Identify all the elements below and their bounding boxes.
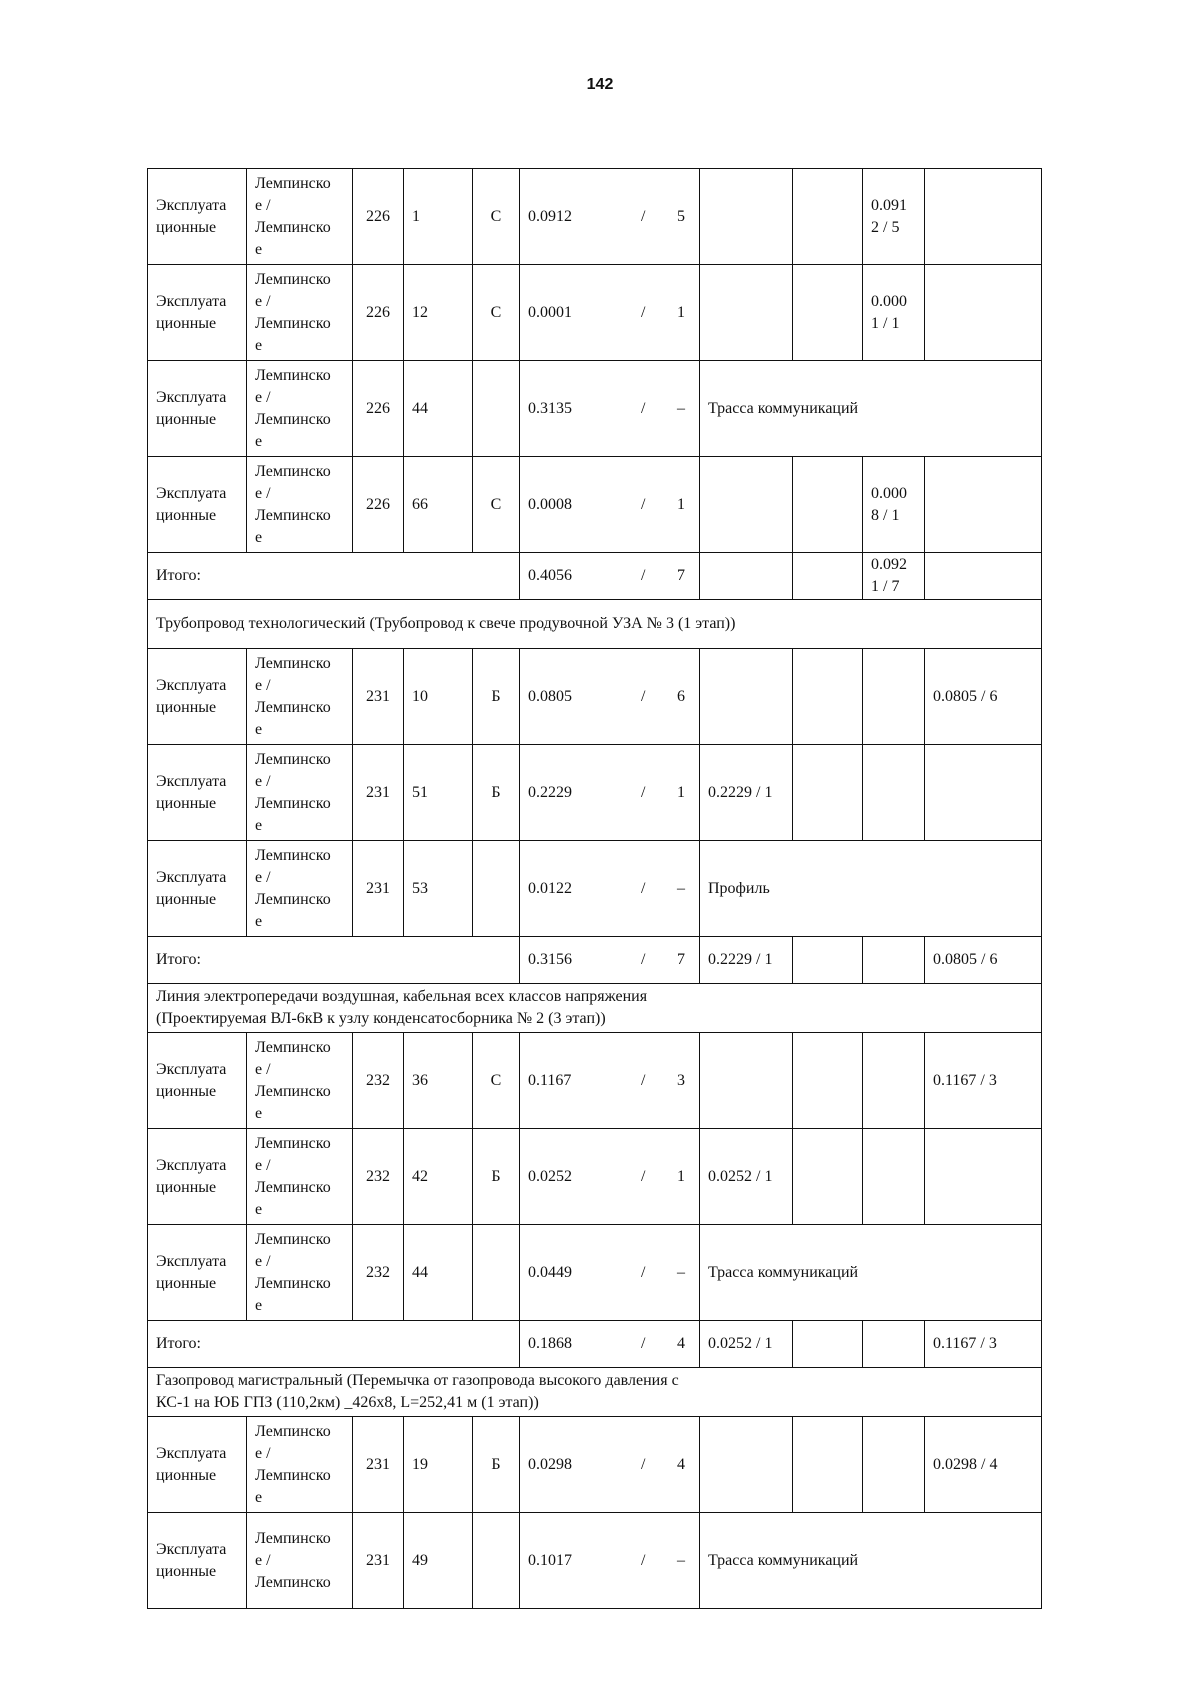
location-line: е — [255, 720, 263, 738]
area-value: 0.0805 — [528, 687, 572, 705]
slash: / — [641, 207, 646, 225]
kv-cell: 231 — [353, 841, 404, 937]
location-cell — [247, 1417, 353, 1513]
location-cell — [247, 745, 353, 841]
location-line: е / — [255, 1551, 271, 1569]
value-col-4: 0.1167 / 3 — [925, 1033, 1042, 1129]
location-line: Лемпинско — [255, 366, 331, 384]
note-cell: Трасса коммуникаций — [700, 361, 1042, 457]
location-line: е / — [255, 772, 271, 790]
area-count: 1 — [677, 303, 685, 321]
kv-cell: 226 — [353, 457, 404, 553]
location-line: Лемпинско — [255, 654, 331, 672]
location-line: е — [255, 1104, 263, 1122]
location-line: Лемпинско — [255, 1274, 331, 1292]
location-line: Лемпинско — [255, 698, 331, 716]
value-col-3 — [863, 937, 925, 984]
total-row — [148, 553, 1042, 600]
value-col-1 — [700, 169, 793, 265]
location-line: Лемпинско — [255, 462, 331, 480]
section-header-row — [148, 1368, 1042, 1417]
slash: / — [641, 1455, 646, 1473]
value-col-3 — [863, 1417, 925, 1513]
location-line: е / — [255, 676, 271, 694]
area-value: 0.0449 — [528, 1263, 572, 1281]
area-value: 0.0912 — [528, 207, 572, 225]
location-line: Лемпинско — [255, 794, 331, 812]
location-line: е — [255, 240, 263, 258]
sort-cell: Б — [473, 745, 520, 841]
location-line: Лемпинско — [255, 1529, 331, 1547]
location-line: Лемпинско — [255, 1230, 331, 1248]
area-count: 4 — [677, 1335, 685, 1352]
table-row — [148, 457, 1042, 553]
section-title-line: Газопровод магистральный (Перемычка от газопровода высокого давления с — [156, 1372, 679, 1389]
location-line: Лемпинско — [255, 1134, 331, 1152]
value-col-1 — [700, 265, 793, 361]
location-cell — [247, 1033, 353, 1129]
table-row — [148, 169, 1042, 265]
location-line: Лемпинско — [255, 218, 331, 236]
area-cell — [520, 1321, 700, 1368]
table-row — [148, 1225, 1042, 1321]
location-cell — [247, 1129, 353, 1225]
table-row — [148, 1033, 1042, 1129]
plot-number-cell: 44 — [404, 1225, 473, 1321]
location-cell — [247, 361, 353, 457]
slash: / — [641, 951, 646, 968]
area-value: 0.0008 — [528, 495, 572, 513]
location-line: е / — [255, 868, 271, 886]
sort-cell — [473, 361, 520, 457]
section-header-row — [148, 984, 1042, 1033]
category-cell: Эксплуата ционные — [148, 361, 247, 457]
value-col-4 — [925, 169, 1042, 265]
kv-cell: 226 — [353, 265, 404, 361]
sort-cell: С — [473, 1033, 520, 1129]
table-row — [148, 745, 1042, 841]
sort-cell — [473, 1225, 520, 1321]
table-row — [148, 649, 1042, 745]
section-title — [148, 600, 1042, 649]
area-cell — [520, 1129, 700, 1225]
area-value: 0.0001 — [528, 303, 572, 321]
value-col-4 — [925, 1129, 1042, 1225]
location-line: Лемпинско — [255, 1573, 331, 1591]
area-cell — [520, 841, 700, 937]
area-cell — [520, 745, 700, 841]
plot-number-cell: 66 — [404, 457, 473, 553]
category-cell: Эксплуата ционные — [148, 457, 247, 553]
location-line: Лемпинско — [255, 410, 331, 428]
table-row — [148, 1129, 1042, 1225]
total-label: Итого: — [148, 553, 520, 600]
kv-cell: 226 — [353, 169, 404, 265]
value-col-2 — [793, 937, 863, 984]
slash: / — [641, 1551, 646, 1569]
location-cell — [247, 841, 353, 937]
note-cell: Профиль — [700, 841, 1042, 937]
total-row — [148, 937, 1042, 984]
category-cell: Эксплуата ционные — [148, 1129, 247, 1225]
section-title-line: КС-1 на ЮБ ГПЗ (110,2км) _426х8, L=252,41 м (1 этап)) — [156, 1394, 539, 1411]
location-line: е / — [255, 1444, 271, 1462]
plot-number-cell: 44 — [404, 361, 473, 457]
note-cell: Трасса коммуникаций — [700, 1513, 1042, 1609]
sort-cell: Б — [473, 1417, 520, 1513]
value-col-3 — [863, 745, 925, 841]
area-count: – — [677, 879, 685, 897]
sort-cell: С — [473, 265, 520, 361]
plot-number-cell: 36 — [404, 1033, 473, 1129]
slash: / — [641, 1071, 646, 1089]
location-line: е — [255, 816, 263, 834]
area-cell — [520, 169, 700, 265]
sort-cell — [473, 841, 520, 937]
sort-cell: С — [473, 169, 520, 265]
location-line: е / — [255, 196, 271, 214]
area-cell — [520, 649, 700, 745]
plot-number-cell: 49 — [404, 1513, 473, 1609]
location-line: е — [255, 336, 263, 354]
location-line: е / — [255, 1252, 271, 1270]
area-value: 0.1167 — [528, 1071, 572, 1089]
table-row — [148, 1513, 1042, 1609]
slash: / — [641, 303, 646, 321]
location-line: Лемпинско — [255, 1178, 331, 1196]
location-cell — [247, 649, 353, 745]
slash: / — [641, 1167, 646, 1185]
plot-number-cell: 19 — [404, 1417, 473, 1513]
value-col-2 — [793, 169, 863, 265]
category-cell: Эксплуата ционные — [148, 1417, 247, 1513]
plot-number-cell: 12 — [404, 265, 473, 361]
location-line: Лемпинско — [255, 1038, 331, 1056]
value-col-1 — [700, 553, 793, 600]
area-value: 0.3135 — [528, 399, 572, 417]
area-cell — [520, 361, 700, 457]
value-col-4: 0.0805 / 6 — [925, 937, 1042, 984]
location-line: е / — [255, 484, 271, 502]
value-col-2 — [793, 457, 863, 553]
location-line: Лемпинско — [255, 1466, 331, 1484]
value-col-1: 0.2229 / 1 — [700, 745, 793, 841]
category-cell: Эксплуата ционные — [148, 649, 247, 745]
area-value: 0.1017 — [528, 1551, 572, 1569]
page-number: 142 — [586, 76, 614, 93]
location-line: е — [255, 912, 263, 930]
area-cell — [520, 937, 700, 984]
location-line: Лемпинско — [255, 174, 331, 192]
kv-cell: 232 — [353, 1033, 404, 1129]
location-line: Лемпинско — [255, 1422, 331, 1440]
area-count: – — [677, 1551, 685, 1569]
area-count: 6 — [677, 687, 685, 705]
value-col-3: 0.092 1 / 7 — [863, 553, 925, 600]
value-col-1 — [700, 1417, 793, 1513]
area-cell — [520, 1513, 700, 1609]
area-count: 1 — [677, 1167, 685, 1185]
location-line: Лемпинско — [255, 750, 331, 768]
slash: / — [641, 399, 646, 417]
value-col-2 — [793, 1417, 863, 1513]
total-label: Итого: — [148, 937, 520, 984]
value-col-1 — [700, 649, 793, 745]
section-title-line: (Проектируемая ВЛ-6кВ к узлу конденсатосборника № 2 (3 этап)) — [156, 1010, 606, 1027]
value-col-4 — [925, 457, 1042, 553]
total-row — [148, 1321, 1042, 1368]
location-line: е — [255, 432, 263, 450]
slash: / — [641, 1335, 646, 1352]
note-cell: Трасса коммуникаций — [700, 1225, 1042, 1321]
area-count: 3 — [677, 1071, 685, 1089]
location-line: е — [255, 528, 263, 546]
location-cell — [247, 1225, 353, 1321]
total-label: Итого: — [148, 1321, 520, 1368]
category-cell: Эксплуата ционные — [148, 169, 247, 265]
kv-cell: 232 — [353, 1225, 404, 1321]
location-cell — [247, 1513, 353, 1609]
table-row — [148, 841, 1042, 937]
value-col-3 — [863, 649, 925, 745]
value-col-3 — [863, 1033, 925, 1129]
location-line: Лемпинско — [255, 506, 331, 524]
value-col-4 — [925, 745, 1042, 841]
plot-number-cell: 10 — [404, 649, 473, 745]
kv-cell: 231 — [353, 1417, 404, 1513]
value-col-2 — [793, 1033, 863, 1129]
category-cell: Эксплуата ционные — [148, 841, 247, 937]
location-line: Лемпинско — [255, 890, 331, 908]
area-value: 0.2229 — [528, 783, 572, 801]
category-cell: Эксплуата ционные — [148, 1033, 247, 1129]
kv-cell: 231 — [353, 1513, 404, 1609]
table-row — [148, 265, 1042, 361]
area-value: 0.3156 — [528, 951, 572, 968]
value-col-1 — [700, 457, 793, 553]
location-line: е / — [255, 1156, 271, 1174]
table-body — [148, 169, 1042, 1609]
category-cell: Эксплуата ционные — [148, 745, 247, 841]
value-col-1 — [700, 1033, 793, 1129]
table-row — [148, 1417, 1042, 1513]
sort-cell: Б — [473, 1129, 520, 1225]
value-col-4: 0.1167 / 3 — [925, 1321, 1042, 1368]
area-count: 1 — [677, 495, 685, 513]
area-value: 0.0252 — [528, 1167, 572, 1185]
location-line: Лемпинско — [255, 1082, 331, 1100]
area-cell — [520, 457, 700, 553]
area-count: – — [677, 399, 685, 417]
value-col-2 — [793, 649, 863, 745]
value-col-3: 0.000 8 / 1 — [863, 457, 925, 553]
location-line: е — [255, 1200, 263, 1218]
section-title — [148, 984, 1042, 1033]
location-line: е — [255, 1296, 263, 1314]
plot-number-cell: 1 — [404, 169, 473, 265]
value-col-3 — [863, 1321, 925, 1368]
value-col-1: 0.0252 / 1 — [700, 1321, 793, 1368]
value-col-1: 0.0252 / 1 — [700, 1129, 793, 1225]
value-col-2 — [793, 1129, 863, 1225]
area-count: 1 — [677, 783, 685, 801]
area-value: 0.0122 — [528, 879, 572, 897]
land-plot-table — [147, 168, 1042, 1609]
sort-cell — [473, 1513, 520, 1609]
area-count: 4 — [677, 1455, 685, 1473]
location-cell — [247, 265, 353, 361]
slash: / — [641, 879, 646, 897]
area-cell — [520, 1033, 700, 1129]
section-title-line: Линия электропередачи воздушная, кабельная всех классов напряжения — [156, 988, 648, 1005]
section-title — [148, 1368, 1042, 1417]
slash: / — [641, 495, 646, 513]
value-col-2 — [793, 745, 863, 841]
kv-cell: 231 — [353, 649, 404, 745]
location-line: е / — [255, 292, 271, 310]
location-line: Лемпинско — [255, 314, 331, 332]
category-cell: Эксплуата ционные — [148, 265, 247, 361]
area-count: 7 — [677, 567, 685, 584]
value-col-1: 0.2229 / 1 — [700, 937, 793, 984]
value-col-3: 0.000 1 / 1 — [863, 265, 925, 361]
area-cell — [520, 1417, 700, 1513]
plot-number-cell: 53 — [404, 841, 473, 937]
kv-cell: 226 — [353, 361, 404, 457]
location-line: Лемпинско — [255, 846, 331, 864]
category-cell: Эксплуата ционные — [148, 1225, 247, 1321]
value-col-4: 0.0298 / 4 — [925, 1417, 1042, 1513]
section-title-line: Трубопровод технологический (Трубопровод к свече продувочной УЗА № 3 (1 этап)) — [156, 615, 736, 632]
area-cell — [520, 553, 700, 600]
slash: / — [641, 687, 646, 705]
location-line: е / — [255, 1060, 271, 1078]
value-col-3 — [863, 1129, 925, 1225]
plot-number-cell: 42 — [404, 1129, 473, 1225]
area-cell — [520, 1225, 700, 1321]
sort-cell: С — [473, 457, 520, 553]
area-value: 0.1868 — [528, 1335, 572, 1352]
location-line: Лемпинско — [255, 270, 331, 288]
area-count: 5 — [677, 207, 685, 225]
value-col-4: 0.0805 / 6 — [925, 649, 1042, 745]
sort-cell: Б — [473, 649, 520, 745]
category-cell: Эксплуата ционные — [148, 1513, 247, 1609]
value-col-3: 0.091 2 / 5 — [863, 169, 925, 265]
area-value: 0.4056 — [528, 567, 572, 584]
slash: / — [641, 1263, 646, 1281]
value-col-4 — [925, 265, 1042, 361]
location-line: е — [255, 1488, 263, 1506]
slash: / — [641, 783, 646, 801]
value-col-2 — [793, 1321, 863, 1368]
plot-number-cell: 51 — [404, 745, 473, 841]
value-col-4 — [925, 553, 1042, 600]
section-header-row — [148, 600, 1042, 649]
area-count: – — [677, 1263, 685, 1281]
area-value: 0.0298 — [528, 1455, 572, 1473]
kv-cell: 231 — [353, 745, 404, 841]
value-col-2 — [793, 553, 863, 600]
location-line: е / — [255, 388, 271, 406]
table-row — [148, 361, 1042, 457]
location-cell — [247, 169, 353, 265]
area-cell — [520, 265, 700, 361]
slash: / — [641, 567, 646, 584]
area-count: 7 — [677, 951, 685, 968]
location-cell — [247, 457, 353, 553]
value-col-2 — [793, 265, 863, 361]
kv-cell: 232 — [353, 1129, 404, 1225]
